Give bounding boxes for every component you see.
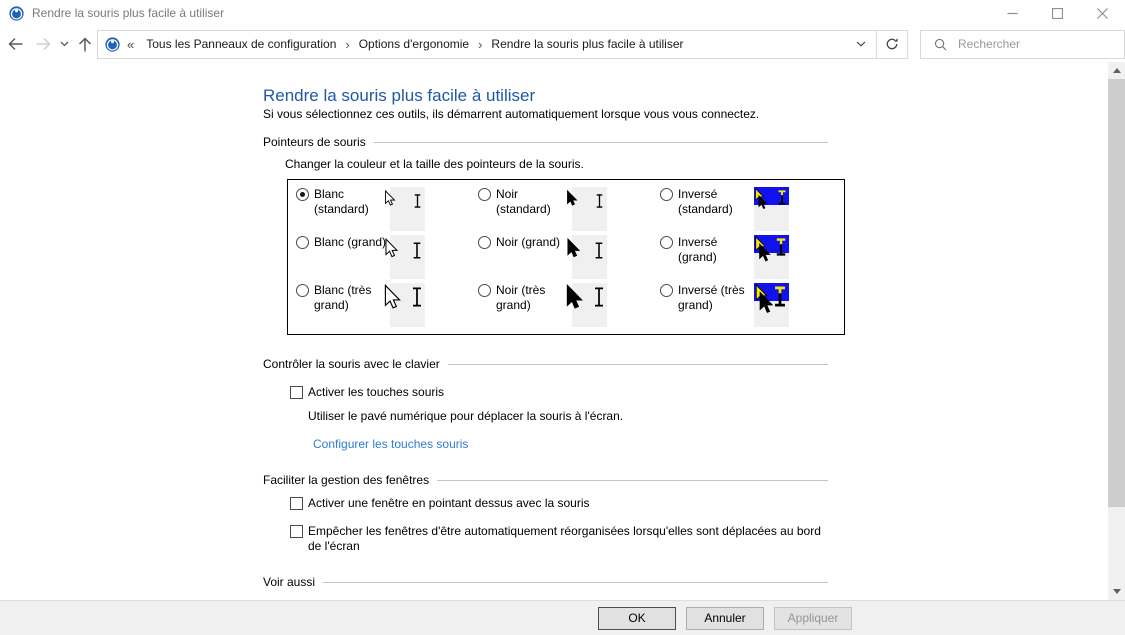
pointer-option-label: Inversé (très grand) <box>678 283 745 312</box>
mouse-keys-note: Utiliser le pavé numérique pour déplacer la souris à l'écran. <box>308 409 624 423</box>
cursor-preview-black-standard <box>572 187 607 231</box>
forward-button <box>30 29 56 59</box>
pointer-option-noir-grand[interactable] <box>478 235 660 281</box>
cursor-preview-inverted-standard <box>754 187 789 231</box>
section-divider <box>374 142 828 143</box>
cursor-preview-black-xlarge <box>572 283 607 327</box>
back-button[interactable] <box>0 29 30 59</box>
radio-button[interactable] <box>660 284 673 297</box>
section-windows-title: Faciliter la gestion des fenêtres <box>263 473 430 487</box>
cursor-preview-inverted-xlarge <box>754 283 789 327</box>
breadcrumb-separator-icon[interactable]: › <box>478 36 483 52</box>
pointer-option-label: Noir (standard) <box>496 187 551 216</box>
scroll-down-icon <box>1113 589 1121 594</box>
vertical-scrollbar[interactable] <box>1108 62 1125 600</box>
breadcrumb-item-control-panel[interactable]: Tous les Panneaux de configuration <box>146 37 337 51</box>
radio-button[interactable] <box>660 188 673 201</box>
ease-of-access-icon <box>105 37 120 52</box>
breadcrumb-item-ease-of-access[interactable]: Options d'ergonomie <box>358 37 470 51</box>
pointer-option-label: Blanc (très grand) <box>314 283 372 312</box>
pointer-option-label: Inversé (grand) <box>678 235 718 264</box>
prevent-snap-label: Empêcher les fenêtres d'être automatiquement réorganisées lorsqu'elles sont déplacées au bord de l'écran <box>308 524 821 553</box>
navigation-bar <box>0 26 1125 62</box>
page-title: Rendre la souris plus facile à utiliser <box>263 86 536 105</box>
up-button[interactable] <box>73 29 97 59</box>
cancel-button[interactable]: Annuler <box>686 607 764 630</box>
apply-button: Appliquer <box>774 607 852 630</box>
breadcrumb-item-current-page[interactable]: Rendre la souris plus facile à utiliser <box>491 37 684 51</box>
search-input[interactable] <box>920 30 1125 59</box>
maximize-button[interactable] <box>1035 0 1080 26</box>
pointer-option-blanc-standard[interactable] <box>296 187 478 233</box>
radio-button[interactable] <box>296 284 309 297</box>
mouse-keys-checkbox[interactable] <box>290 386 303 399</box>
pointer-option-inverse-grand[interactable] <box>660 235 842 281</box>
activate-window-hover-checkbox-row[interactable] <box>290 496 1125 511</box>
breadcrumb-separator-icon[interactable]: › <box>345 36 350 52</box>
section-divider <box>437 480 828 481</box>
radio-button[interactable] <box>478 236 491 249</box>
section-pointers-title: Pointeurs de souris <box>263 135 366 149</box>
radio-button[interactable] <box>296 188 309 201</box>
cursor-preview-black-large <box>572 235 607 279</box>
pointer-option-noir-standard[interactable] <box>478 187 660 233</box>
pointer-option-inverse-tres-grand[interactable] <box>660 283 842 329</box>
pointer-option-label: Blanc (grand) <box>314 235 387 249</box>
section-see-also-title: Voir aussi <box>263 575 316 589</box>
radio-button[interactable] <box>660 236 673 249</box>
pointer-option-label: Inversé (standard) <box>678 187 733 216</box>
pointer-option-blanc-grand[interactable] <box>296 235 478 281</box>
section-pointers-header <box>263 135 828 149</box>
mouse-keys-checkbox-label: Activer les touches souris <box>308 385 445 399</box>
section-keyboard-title: Contrôler la souris avec le clavier <box>263 357 440 371</box>
recent-pages-chevron-icon[interactable] <box>56 29 73 59</box>
pointer-option-blanc-tres-grand[interactable] <box>296 283 478 329</box>
prevent-snap-checkbox-row[interactable] <box>290 524 1125 554</box>
activate-window-hover-checkbox[interactable] <box>290 497 303 510</box>
mouse-keys-checkbox-row[interactable] <box>290 385 1125 400</box>
cursor-preview-white-standard <box>390 187 425 231</box>
section-see-also-header <box>263 575 828 589</box>
breadcrumb-overflow-chevron[interactable]: « <box>127 36 135 52</box>
pointer-option-label: Noir (grand) <box>496 235 561 249</box>
ease-of-access-icon <box>9 6 24 21</box>
pointer-option-label: Blanc (standard) <box>314 187 369 216</box>
page-intro-text: Si vous sélectionnez ces outils, ils démarrent automatiquement lorsque vous vous connectez. <box>263 107 760 121</box>
address-dropdown-chevron-icon[interactable] <box>846 31 876 58</box>
scroll-up-button[interactable] <box>1108 62 1125 79</box>
pointer-scheme-group <box>287 179 845 335</box>
ok-button[interactable]: OK <box>598 607 676 630</box>
cursor-preview-inverted-large <box>754 235 789 279</box>
window-title: Rendre la souris plus facile à utiliser <box>32 6 225 20</box>
search-placeholder: Rechercher <box>958 37 1021 51</box>
activate-window-hover-label: Activer une fenêtre en pointant dessus avec la souris <box>308 496 590 510</box>
configure-mouse-keys-link[interactable]: Configurer les touches souris <box>313 437 469 451</box>
section-divider <box>323 582 828 583</box>
radio-button[interactable] <box>296 236 309 249</box>
radio-button[interactable] <box>478 284 491 297</box>
dialog-footer <box>0 600 1125 635</box>
refresh-button[interactable] <box>877 31 907 58</box>
close-button[interactable] <box>1080 0 1125 26</box>
scroll-up-icon <box>1113 68 1121 73</box>
section-divider <box>448 364 828 365</box>
pointer-option-noir-tres-grand[interactable] <box>478 283 660 329</box>
cursor-preview-white-xlarge <box>390 283 425 327</box>
section-windows-header <box>263 473 828 487</box>
pointers-description: Changer la couleur et la taille des pointeurs de la souris. <box>285 157 584 171</box>
search-icon <box>934 38 947 51</box>
scrollbar-thumb[interactable] <box>1108 79 1125 507</box>
cursor-preview-white-large <box>390 235 425 279</box>
minimize-button[interactable] <box>990 0 1035 26</box>
pointer-option-inverse-standard[interactable] <box>660 187 842 233</box>
scroll-down-button[interactable] <box>1108 583 1125 600</box>
title-bar <box>0 0 1125 26</box>
section-keyboard-header <box>263 357 828 371</box>
prevent-snap-checkbox[interactable] <box>290 525 303 538</box>
radio-button[interactable] <box>478 188 491 201</box>
pointer-option-label: Noir (très grand) <box>496 283 546 312</box>
address-bar[interactable] <box>97 30 908 59</box>
